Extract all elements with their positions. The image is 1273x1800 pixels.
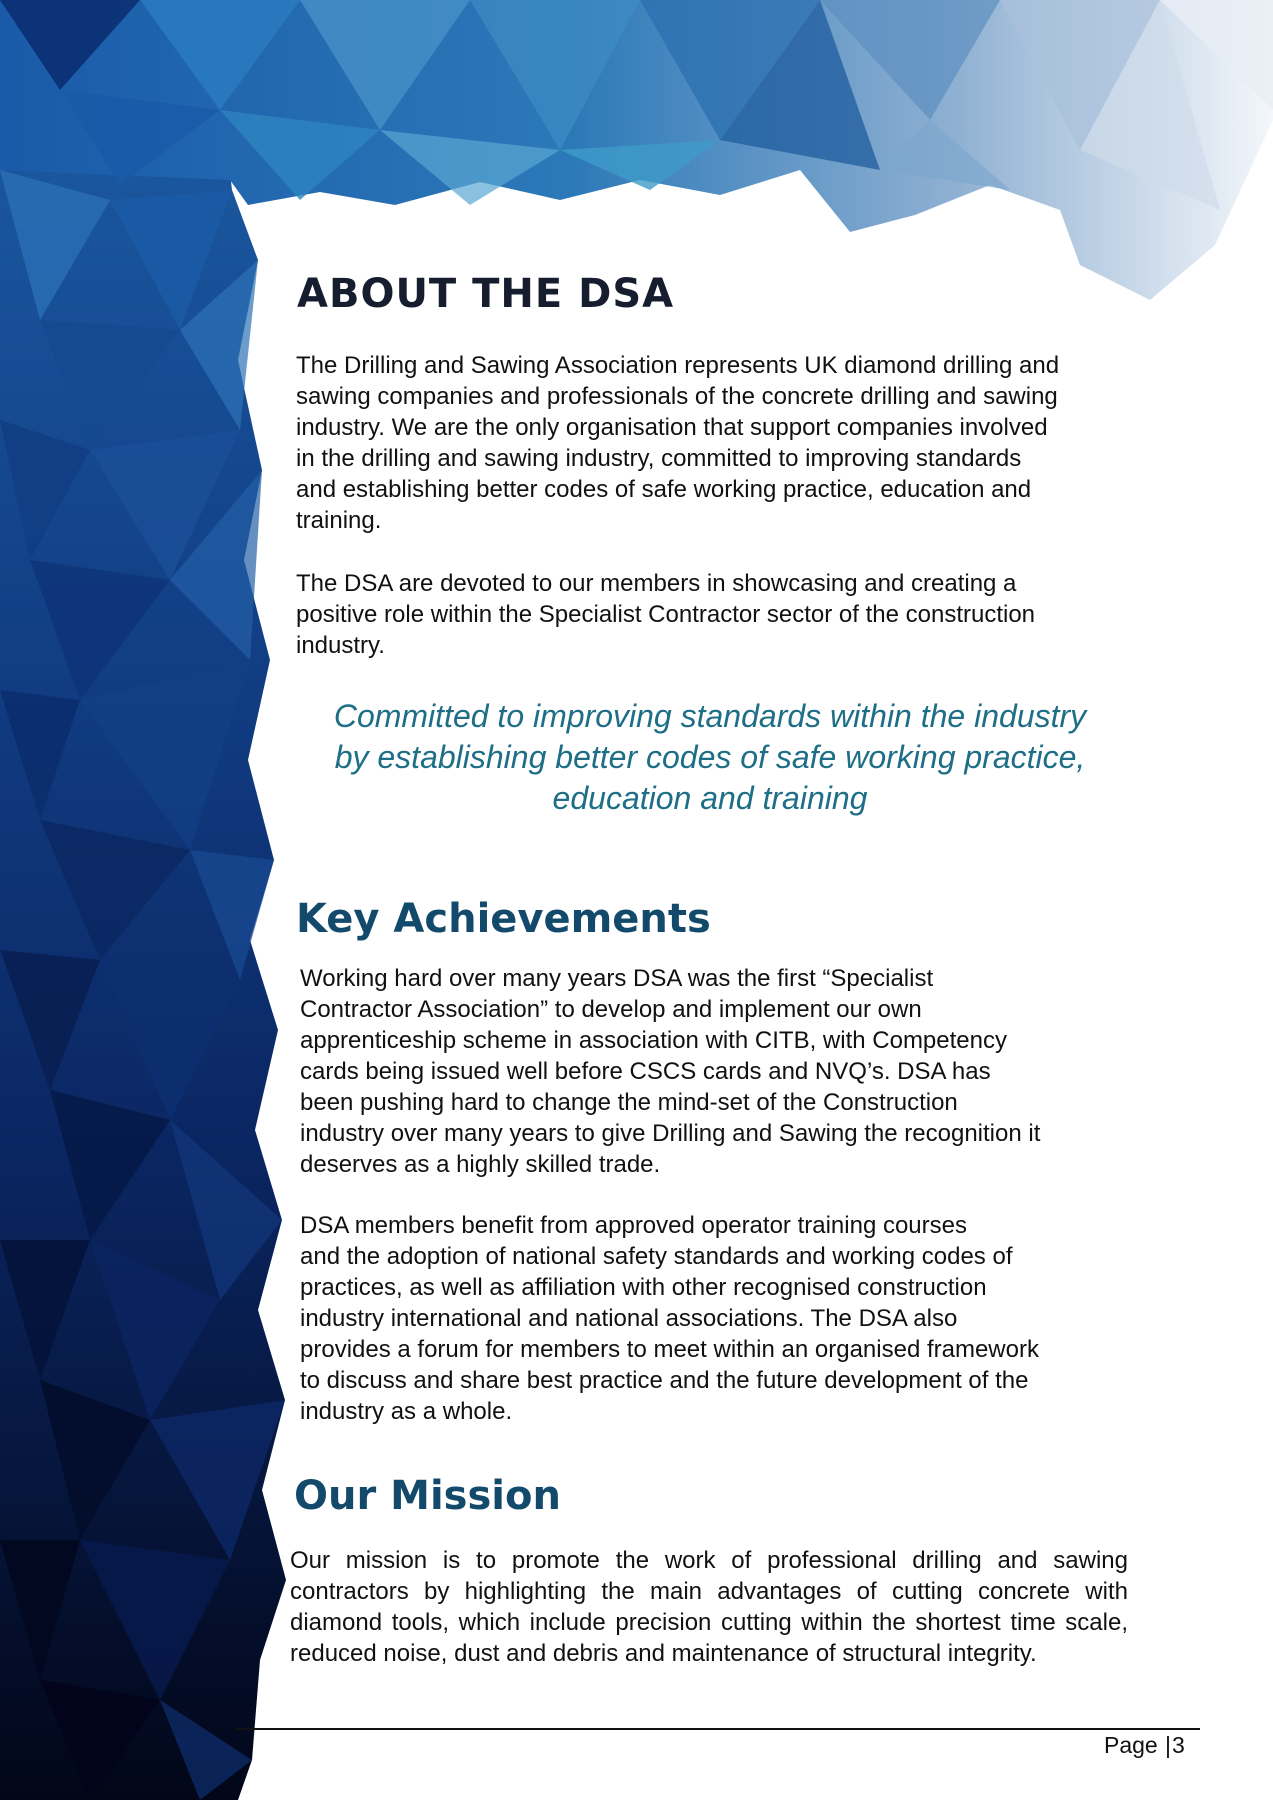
about-heading: ABOUT THE DSA — [297, 271, 675, 317]
mission-heading: Our Mission — [294, 1473, 561, 1519]
footer-rule — [236, 1728, 1200, 1730]
key-achievements-heading: Key Achievements — [296, 896, 711, 942]
pull-quote: Committed to improving standards within the industry by establishing better codes of safe working practice, education and training — [333, 698, 1087, 816]
about-paragraph-1: The Drilling and Sawing Association represents UK diamond drilling and sawing companies and professionals of the concrete drilling and sawing industry. We are the only organisation that support companies involved in the drilling and sawing industry, committed to improving standards and establishing better codes of safe working practice, education and training. — [296, 352, 1060, 534]
mission-paragraph: Our mission is to promote the work of professional drilling and sawing contractors by highlighting the main advantages of cutting concrete with diamond tools, which include precision cutting within the shortest time scale, reduced noise, dust and debris and maintenance of structural integrity. — [290, 1547, 1128, 1667]
key-achievements-paragraph-2: DSA members benefit from approved operator training courses and the adoption of national safety standards and working codes of practices, as well as affiliation with other recognised construction industry international and national associations. The DSA also provides a forum for members to meet within an organised framework to discuss and share best practice and the future development of the industry as a whole. — [300, 1212, 1039, 1425]
page-label: Page — [1104, 1732, 1158, 1758]
about-paragraph-2: The DSA are devoted to our members in showcasing and creating a positive role within the Specialist Contractor sector of the construction industry. — [296, 570, 1036, 659]
key-achievements-paragraph-1: Working hard over many years DSA was the first “Specialist Contractor Association” to develop and implement our own apprenticeship scheme in association with CITB, with Competency cards being issued well before CSCS cards and NVQ’s. DSA has been pushing hard to change the mind-set of the Construction industry over many years to give Drilling and Sawing the recognition it deserves as a highly skilled trade. — [300, 965, 1041, 1178]
page-number: 3 — [1172, 1732, 1185, 1758]
page-separator: | — [1165, 1732, 1171, 1758]
